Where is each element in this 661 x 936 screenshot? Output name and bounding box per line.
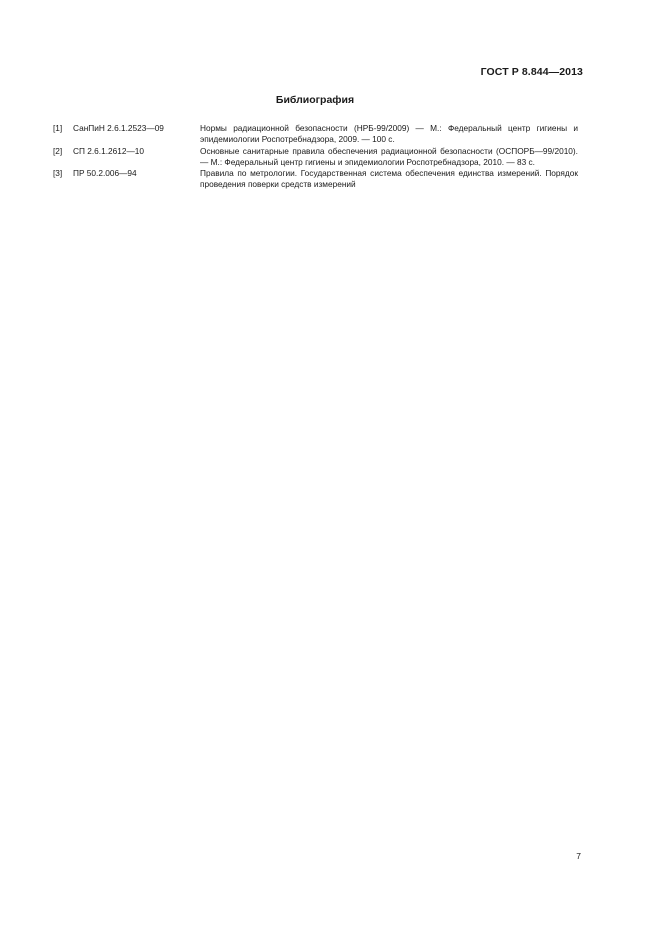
entry-description: Правила по метрологии. Государственная система обеспечения единства измерений. Порядок проведения поверки средств измерений [200,168,578,190]
entry-description: Нормы радиационной безопасности (НРБ-99/2009) — М.: Федеральный центр гигиены и эпидемиологии Роспотребнадзора, 2009. — 100 с. [200,123,578,145]
page-number: 7 [576,851,581,861]
entry-code: СанПиН 2.6.1.2523—09 [73,123,164,133]
entry-number: [3] [53,168,63,179]
document-code: ГОСТ Р 8.844—2013 [480,66,583,78]
bibliography-entry [53,123,578,146]
entry-number: [2] [53,145,63,156]
entry-description: Основные санитарные правила обеспечения радиационной безопасности (ОСПОРБ—99/2010). — М.: Федеральный центр гигиены и эпидемиологии Роспотребнадзора, 2010. — 83 с. [200,145,578,167]
entry-number: [1] [53,123,63,133]
bibliography-list [53,123,578,191]
bibliography-entry [53,146,578,169]
entry-code: ПР 50.2.006—94 [73,168,137,179]
section-title: Библиография [275,94,355,106]
entry-code: СП 2.6.1.2612—10 [73,145,145,156]
bibliography-entry [53,168,578,191]
